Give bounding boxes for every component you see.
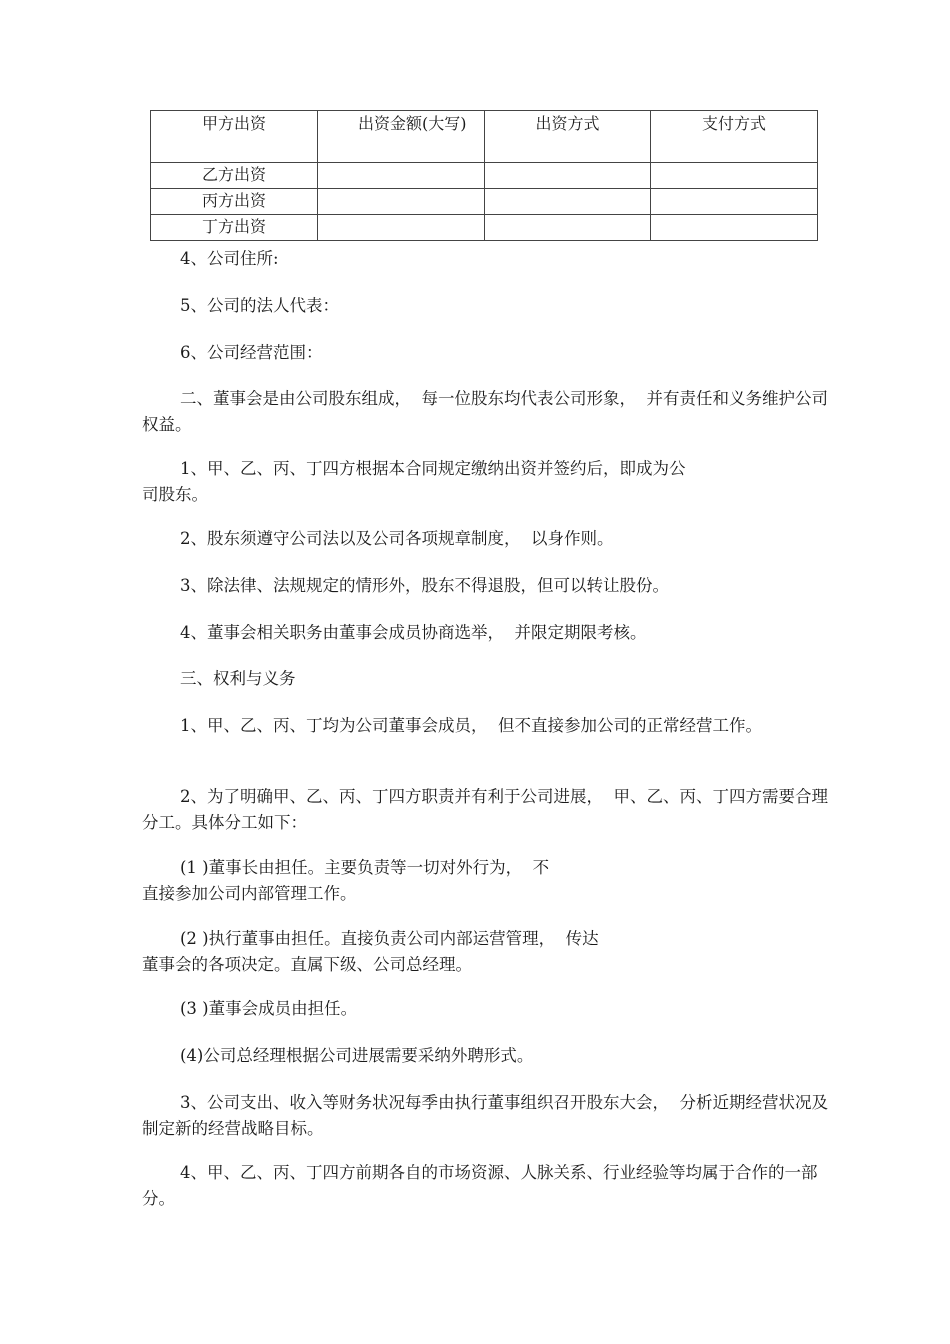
clause-chairman: (1 )董事长由担任。主要负责等一切对外行为， 不 直接参加公司内部管理工作。 bbox=[142, 858, 550, 903]
clause-board-member-role: (3 )董事会成员由担任。 bbox=[180, 999, 358, 1018]
section-board-of-directors: 二、董事会是由公司股东组成， 每一位股东均代表公司形象， 并有责任和义务维护公司权益。 bbox=[142, 389, 828, 434]
table-header-row bbox=[151, 111, 818, 163]
clause-business-scope: 6、公司经营范围： bbox=[180, 343, 323, 362]
table-row bbox=[151, 163, 818, 189]
clause-shareholder-compliance: 2、股东须遵守公司法以及公司各项规章制度， 以身作则。 bbox=[180, 529, 614, 548]
table-cell bbox=[651, 163, 818, 189]
table-header-cell: 出资方式 bbox=[485, 111, 651, 163]
table-row bbox=[151, 189, 818, 215]
table-cell bbox=[651, 215, 818, 241]
capital-contribution-table bbox=[150, 110, 818, 241]
table-cell bbox=[318, 215, 485, 241]
clause-cooperation-resources: 4、甲、乙、丙、丁四方前期各自的市场资源、人脉关系、行业经验等均属于合作的一部分。 bbox=[142, 1163, 818, 1208]
clause-board-members: 1、甲、乙、丙、丁均为公司董事会成员， 但不直接参加公司的正常经营工作。 bbox=[180, 716, 762, 735]
table-cell bbox=[318, 189, 485, 215]
table-header-cell: 甲方出资 bbox=[151, 111, 318, 163]
table-cell: 乙方出资 bbox=[151, 163, 318, 189]
clause-division-of-labor: 2、为了明确甲、乙、丙、丁四方职责并有利于公司进展， 甲、乙、丙、丁四方需要合理分工。具体分工如下： bbox=[142, 787, 828, 832]
clause-executive-director: (2 )执行董事由担任。直接负责公司内部运营管理， 传达 董事会的各项决定。直属下级、公司总经理。 bbox=[142, 929, 599, 974]
table-header-cell: 出资金额(大写) bbox=[318, 111, 485, 163]
table-cell bbox=[485, 215, 651, 241]
clause-financial-reporting: 3、公司支出、收入等财务状况每季由执行董事组织召开股东大会， 分析近期经营状况及制定新的经营战略目标。 bbox=[142, 1093, 828, 1138]
table-cell bbox=[318, 163, 485, 189]
clause-share-transfer: 3、除法律、法规规定的情形外，股东不得退股，但可以转让股份。 bbox=[180, 576, 669, 595]
table-row bbox=[151, 215, 818, 241]
section-rights-obligations: 三、权利与义务 bbox=[180, 669, 296, 688]
clause-shareholder-qualification: 1、甲、乙、丙、丁四方根据本合同规定缴纳出资并签约后，即成为公 司股东。 bbox=[142, 459, 686, 504]
clause-general-manager: (4)公司总经理根据公司进展需要采纳外聘形式。 bbox=[180, 1046, 534, 1065]
table-cell: 丙方出资 bbox=[151, 189, 318, 215]
table-cell bbox=[485, 163, 651, 189]
table-cell bbox=[485, 189, 651, 215]
clause-company-address: 4、公司住所: bbox=[180, 249, 279, 268]
table-cell bbox=[651, 189, 818, 215]
clause-board-election: 4、董事会相关职务由董事会成员协商选举， 并限定期限考核。 bbox=[180, 623, 647, 642]
clause-legal-representative: 5、公司的法人代表： bbox=[180, 296, 339, 315]
table-cell: 丁方出资 bbox=[151, 215, 318, 241]
table-header-cell: 支付方式 bbox=[651, 111, 818, 163]
